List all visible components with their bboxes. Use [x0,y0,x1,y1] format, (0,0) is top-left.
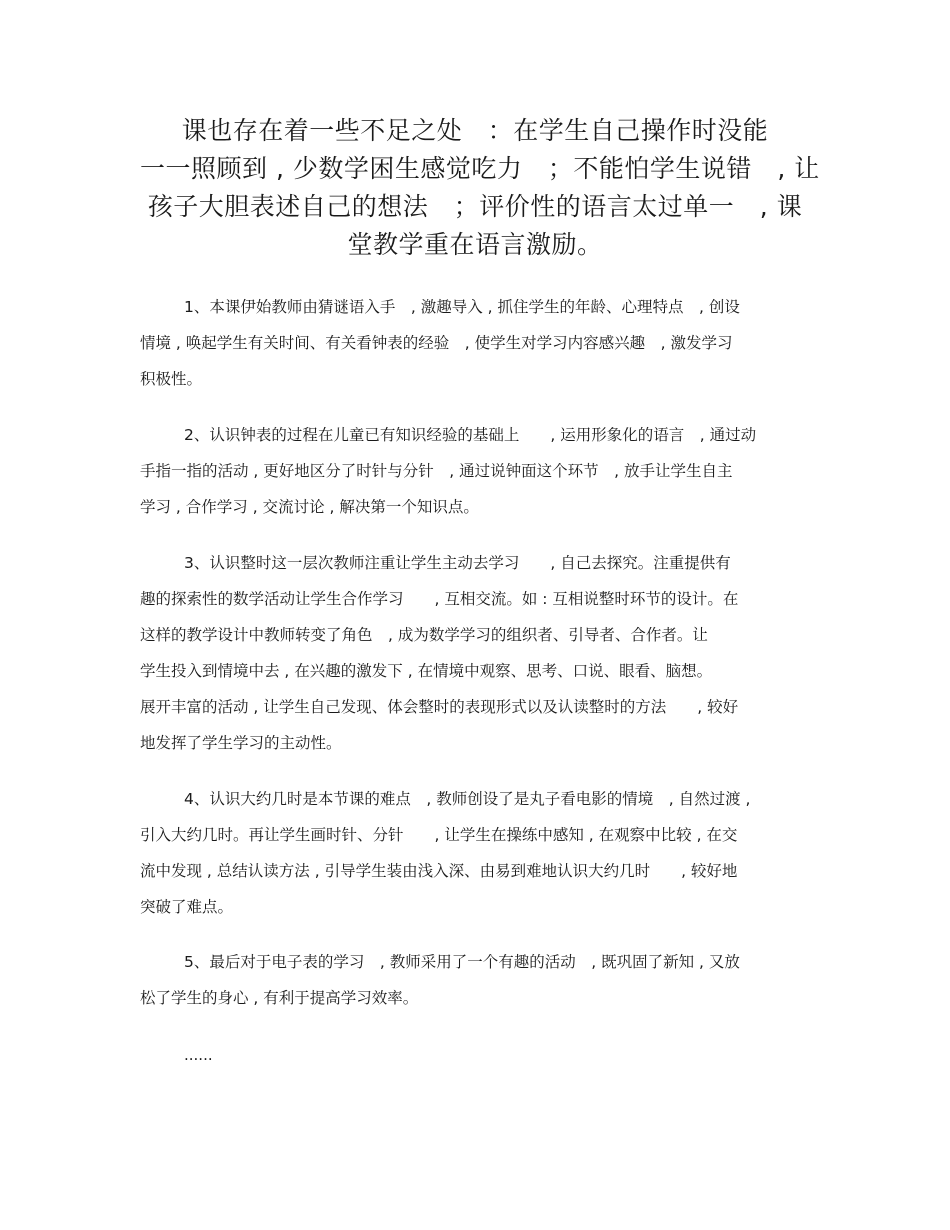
paragraph-2 [140,417,820,525]
paragraph-line: 3、认识整时这一层次教师注重让学生主动去学习 , 自己去探究。注重提供有 [184,554,731,572]
paragraph-line: 地发挥了学生学习的主动性。 [140,734,342,752]
heading-line: 一一照顾到 , 少数学困生感觉吃力 ；不能怕学生说错 , 让 [140,154,820,183]
paragraph-1 [140,289,820,397]
paragraph-line: 松了学生的身心 , 有利于提高学习效率。 [140,989,419,1007]
paragraph-line: 4、认识大约几时是本节课的难点 , 教师创设了是丸子看电影的情境 , 自然过渡 , [184,790,751,808]
paragraph-line: 学习 , 合作学习 , 交流讨论 , 解决第一个知识点。 [140,498,479,516]
paragraph-line: 突破了难点。 [140,898,234,916]
paragraph-line: 流中发现 , 总结认读方法 , 引导学生装由浅入深、由易到难地认识大约几时 , 较好地 [140,862,738,880]
heading-line: 课也存在着一些不足之处 ：在学生自己操作时没能 [181,116,769,145]
paragraph-line: 这样的教学设计中教师转变了角色 , 成为数学学习的组织者、引导者、合作者。让 [140,626,708,644]
paragraph-3 [140,545,820,761]
paragraph-line: 引入大约几时。再让学生画时针、分针 , 让学生在操练中感知 , 在观察中比较 , 在交 [140,826,738,844]
paragraph-line: 手指一指的活动 , 更好地区分了时针与分针 , 通过说钟面这个环节 , 放手让学生自主 [140,462,733,480]
heading-line: 孩子大胆表述自己的想法 ；评价性的语言太过单一 , 课 [147,192,803,221]
heading-line: 堂教学重在语言激励。 [347,230,603,259]
paragraph-line: 积极性。 [140,370,203,388]
paragraph-line: 2、认识钟表的过程在儿童已有知识经验的基础上 , 运用形象化的语言 , 通过动 [184,426,757,444]
paragraph-line: 5、最后对于电子表的学习 , 教师采用了一个有趣的活动 , 既巩固了新知 , 又放 [184,953,740,971]
paragraph-line: 1、本课伊始教师由猜谜语入手 , 激趣导入 , 抓住学生的年龄、心理特点 , 创设 [184,298,740,316]
paragraph-5 [140,944,820,1016]
paragraph-line: 学生投入到情境中去 , 在兴趣的激发下 , 在情境中观察、思考、口说、眼看、脑想。 [140,662,713,680]
paragraph-line: 展开丰富的活动 , 让学生自己发现、体会整时的表现形式以及认读整时的方法 , 较好 [140,698,739,716]
continuation-ellipsis: ...... [184,1046,213,1064]
paragraph-4 [140,781,820,925]
paragraph-line: 趣的探索性的数学活动让学生合作学习 , 互相交流。如 : 互相说整时环节的设计。在 [140,590,739,608]
summary-heading [140,112,820,264]
paragraph-line: 情境 , 唤起学生有关时间、有关看钟表的经验 , 使学生对学习内容感兴趣 , 激发学习 [140,334,733,352]
